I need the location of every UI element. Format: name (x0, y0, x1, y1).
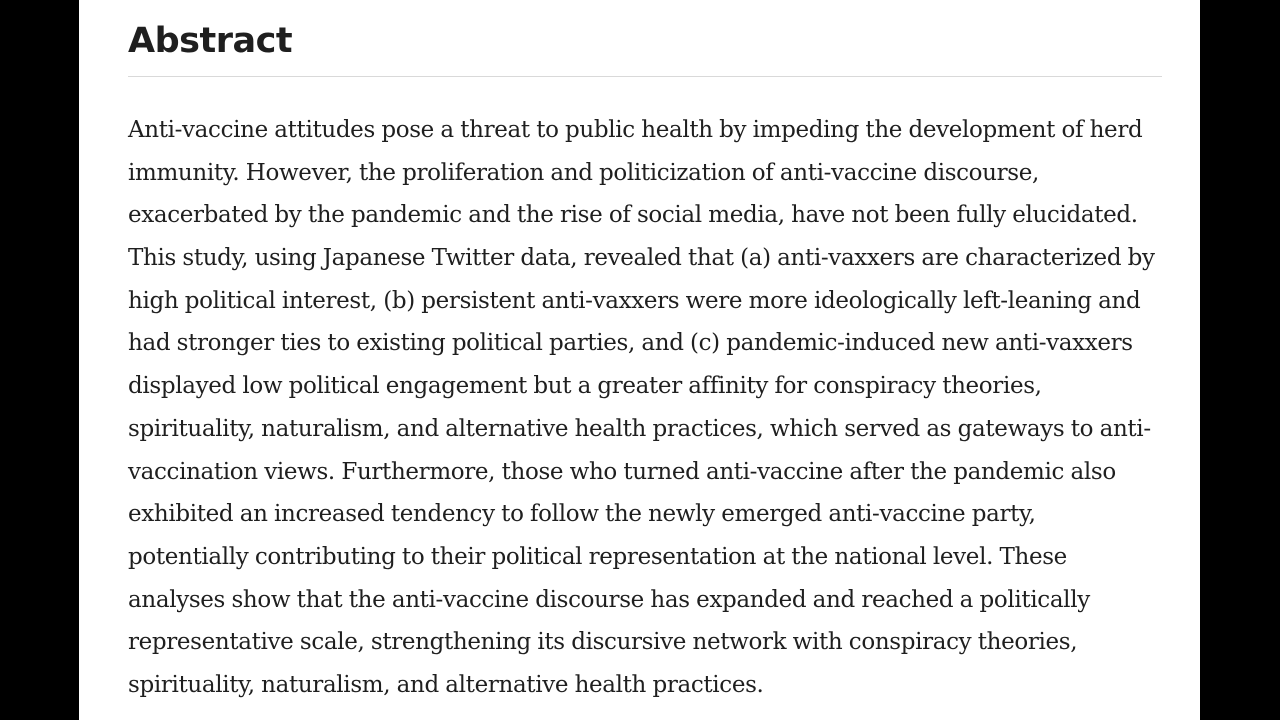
abstract-line: exacerbated by the pandemic and the rise of social media, have not been fully elucidated. (128, 202, 1138, 229)
abstract-line: had stronger ties to existing political parties, and (c) pandemic-induced new anti-vaxxers (128, 330, 1133, 357)
abstract-line: high political interest, (b) persistent anti-vaxxers were more ideologically left-leaning and (128, 287, 1141, 314)
article-page (79, 0, 1200, 720)
abstract-line: immunity. However, the proliferation and politicization of anti-vaccine discourse, (128, 159, 1039, 186)
abstract-line: Anti-vaccine attitudes pose a threat to public health by impeding the development of herd (128, 117, 1143, 143)
abstract-line: analyses show that the anti-vaccine discourse has expanded and reached a politically (128, 586, 1090, 613)
abstract-heading: Abstract (128, 21, 293, 61)
abstract-line: exhibited an increased tendency to follow the newly emerged anti-vaccine party, (128, 501, 1036, 528)
heading-divider (128, 76, 1162, 77)
abstract-line: spirituality, naturalism, and alternative health practices. (128, 671, 764, 698)
abstract-line: displayed low political engagement but a greater affinity for conspiracy theories, (128, 373, 1042, 400)
abstract-text (128, 109, 1162, 707)
abstract-line: vaccination views. Furthermore, those who turned anti-vaccine after the pandemic also (128, 458, 1116, 485)
abstract-line: This study, using Japanese Twitter data, revealed that (a) anti-vaxxers are characterized by (128, 245, 1155, 272)
abstract-line: potentially contributing to their political representation at the national level. These (128, 543, 1067, 570)
abstract-line: representative scale, strengthening its discursive network with conspiracy theories, (128, 629, 1078, 656)
abstract-line: spirituality, naturalism, and alternative health practices, which served as gateways to anti- (128, 415, 1151, 442)
